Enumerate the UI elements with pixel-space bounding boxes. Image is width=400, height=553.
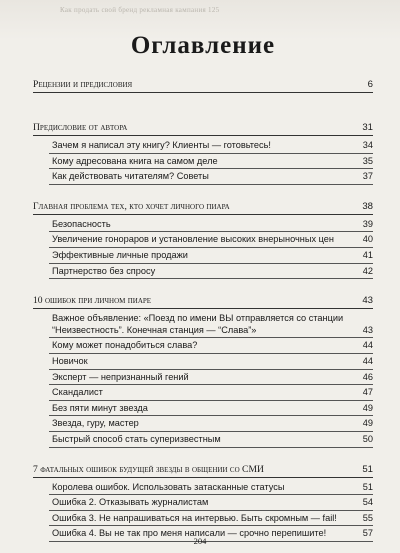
- entry-title: Новичок: [52, 355, 88, 366]
- section-heading[interactable]: [33, 198, 373, 215]
- toc-entry[interactable]: [49, 312, 373, 338]
- section-page-number: 38: [362, 200, 373, 212]
- section-page-number: 43: [362, 295, 373, 307]
- section-heading[interactable]: [33, 76, 373, 93]
- toc-entry[interactable]: [49, 355, 373, 370]
- entry-page-number: 41: [362, 249, 373, 260]
- section-entries: [49, 312, 373, 447]
- entry-title: Звезда, гуру, мастер: [52, 418, 139, 429]
- entry-page-number: 49: [362, 418, 373, 429]
- entry-page-number: 37: [362, 171, 373, 182]
- entry-page-number: 54: [362, 497, 373, 508]
- toc-entry[interactable]: [49, 155, 373, 170]
- entry-page-number: 39: [362, 218, 373, 229]
- entry-page-number: 50: [362, 433, 373, 444]
- toc-entry[interactable]: [49, 249, 373, 264]
- toc-entry[interactable]: [49, 386, 373, 401]
- toc-entry[interactable]: [49, 339, 373, 354]
- entry-title: Эффективные личные продажи: [52, 249, 188, 260]
- entry-page-number: 40: [362, 234, 373, 245]
- page-title: Оглавление: [130, 32, 276, 59]
- toc-section: [33, 461, 373, 542]
- toc-entry[interactable]: [49, 417, 373, 432]
- section-entries: [49, 139, 373, 185]
- bleed-through-text: Как продать свой бренд рекламная кампания 125: [60, 6, 220, 14]
- entry-page-number: 51: [362, 481, 373, 492]
- entry-title: Ошибка 3. Не напрашиваться на интервью. Быть скромным — fail!: [52, 512, 337, 523]
- entry-page-number: 57: [362, 528, 373, 539]
- section-title: Предисловие от автора: [33, 122, 128, 133]
- entry-title: Королева ошибок. Использовать затасканные статусы: [52, 481, 285, 492]
- entry-page-number: 35: [362, 155, 373, 166]
- toc-entry[interactable]: [49, 218, 373, 233]
- entry-title: Кому может понадобиться слава?: [52, 340, 198, 351]
- entry-page-number: 46: [362, 371, 373, 382]
- section-page-number: 51: [362, 463, 373, 475]
- toc-entry[interactable]: [49, 265, 373, 280]
- toc-entry[interactable]: [49, 433, 373, 448]
- entry-page-number: 49: [362, 402, 373, 413]
- toc-entry[interactable]: [49, 371, 373, 386]
- entry-page-number: 44: [362, 355, 373, 366]
- toc-section: [33, 76, 373, 114]
- entry-page-number: 44: [362, 340, 373, 351]
- toc-section: [33, 198, 373, 287]
- toc-entry[interactable]: [49, 481, 373, 496]
- section-title: Главная проблема тех, кто хочет личного пиара: [33, 200, 230, 212]
- section-entries: [49, 481, 373, 542]
- entry-title: Кому адресована книга на самом деле: [52, 155, 218, 166]
- toc-entry[interactable]: [49, 170, 373, 185]
- entry-title: Ошибка 2. Отказывать журналистам: [52, 497, 209, 508]
- toc-entry[interactable]: [49, 402, 373, 417]
- entry-title: Увеличение гонораров и установление высоких внерыночных цен: [52, 234, 334, 245]
- entry-title: Ошибка 4. Вы не так про меня написали — срочно перепишите!: [52, 528, 327, 539]
- toc-entry[interactable]: [49, 139, 373, 154]
- toc-page: [33, 32, 373, 543]
- toc-section: [33, 119, 373, 193]
- section-entries: [49, 218, 373, 279]
- section-title: Рецензии и предисловия: [33, 79, 133, 90]
- entry-page-number: 43: [362, 324, 373, 335]
- section-heading[interactable]: [33, 119, 373, 136]
- entry-page-number: 55: [362, 512, 373, 523]
- entry-title: Важное объявление: «Поезд по имени ВЫ отправляется со станции “Неизвестность”. Конечная станция — “Слава”»: [52, 313, 344, 335]
- toc-entry[interactable]: [49, 512, 373, 527]
- entry-title: Скандалист: [52, 387, 103, 398]
- section-page-number: 31: [362, 122, 373, 133]
- entry-title: Без пяти минут звезда: [52, 402, 148, 413]
- section-title: 7 фатальных ошибок будущей звезды в общении со СМИ: [33, 463, 264, 475]
- toc-list: [33, 76, 373, 542]
- section-heading[interactable]: [33, 461, 373, 478]
- toc-entry[interactable]: [49, 233, 373, 248]
- entry-title: Зачем я написал эту книгу? Клиенты — готовьтесь!: [52, 140, 271, 150]
- entry-title: Безопасность: [52, 218, 111, 229]
- entry-title: Партнерство без спросу: [52, 265, 156, 276]
- entry-title: Как действовать читателям? Советы: [52, 171, 209, 182]
- entry-title: Эксперт — непризнанный гений: [52, 371, 189, 382]
- section-page-number: 6: [367, 79, 373, 90]
- entry-page-number: 42: [362, 265, 373, 276]
- toc-section: [33, 292, 373, 455]
- entry-page-number: 34: [362, 140, 373, 150]
- section-heading[interactable]: [33, 292, 373, 309]
- toc-entry[interactable]: [49, 496, 373, 511]
- section-title: 10 ошибок при личном пиаре: [33, 295, 152, 307]
- page-number: 204: [193, 536, 207, 546]
- entry-page-number: 47: [362, 387, 373, 398]
- entry-title: Быстрый способ стать суперизвестным: [52, 433, 221, 444]
